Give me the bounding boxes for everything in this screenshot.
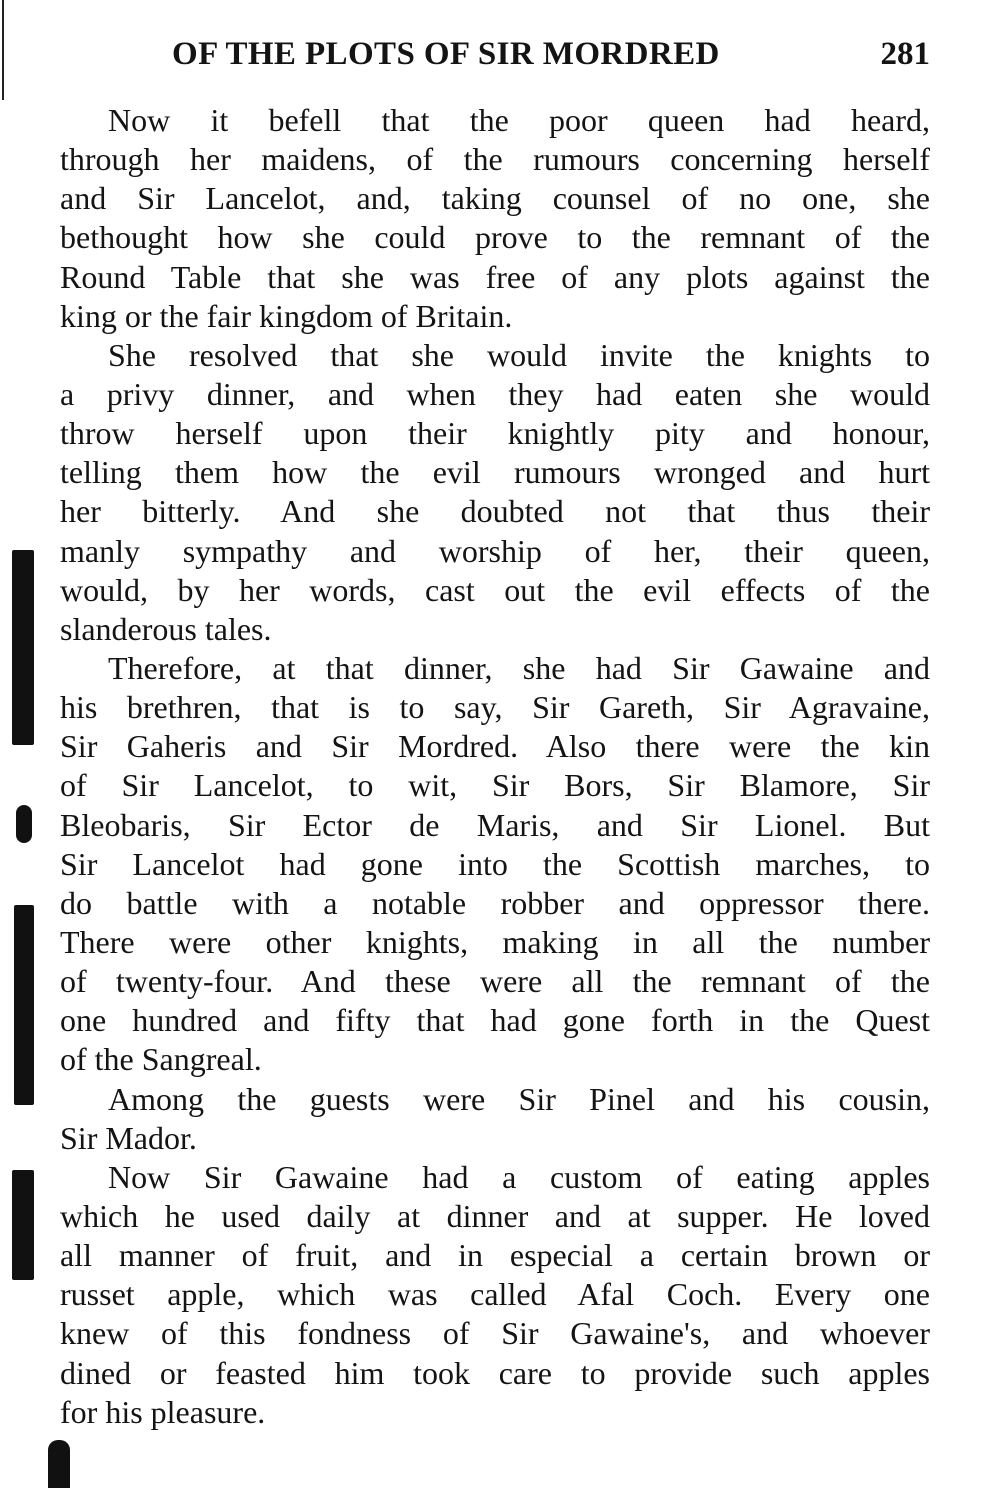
page-number: 281	[880, 36, 930, 72]
paragraph	[60, 649, 930, 1080]
chapter-title: OF THE PLOTS OF SIR MORDRED	[172, 36, 720, 72]
scan-artifact-mark	[12, 1170, 34, 1280]
page-edge-line	[2, 0, 4, 100]
text-line: through her maidens, of the rumours concerning herself	[60, 141, 930, 178]
text-line: manly sympathy and worship of her, their queen,	[60, 532, 930, 569]
text-line: for his pleasure.	[60, 1393, 266, 1430]
text-line: Now Sir Gawaine had a custom of eating apples	[108, 1158, 930, 1195]
text-line: king or the fair kingdom of Britain.	[60, 297, 513, 334]
text-line: Therefore, at that dinner, she had Sir Gawaine and	[108, 649, 930, 686]
text-line: throw herself upon their knightly pity and honour,	[60, 415, 930, 452]
scan-artifact-mark	[16, 805, 32, 843]
text-line: She resolved that she would invite the knights to	[108, 336, 930, 373]
text-line: one hundred and fifty that had gone forth in the Quest	[60, 1002, 930, 1039]
paragraph	[60, 336, 930, 649]
text-line: Now it befell that the poor queen had heard,	[108, 102, 930, 138]
running-header	[60, 36, 930, 86]
text-line: knew of this fondness of Sir Gawaine's, and whoever	[60, 1315, 930, 1352]
text-line: Sir Lancelot had gone into the Scottish marches, to	[60, 845, 930, 882]
scan-artifact-mark	[48, 1440, 70, 1488]
text-line: Among the guests were Sir Pinel and his cousin,	[108, 1080, 930, 1117]
scan-artifact-mark	[12, 550, 34, 745]
text-line: There were other knights, making in all the number	[60, 923, 930, 960]
text-line: do battle with a notable robber and oppressor there.	[60, 884, 930, 921]
text-line: russet apple, which was called Afal Coch. Every one	[60, 1276, 930, 1313]
body-text	[60, 101, 930, 1432]
text-line: Round Table that she was free of any plots against the	[60, 258, 930, 295]
text-line: which he used daily at dinner and at supper. He loved	[60, 1197, 930, 1234]
scan-artifact-mark	[14, 905, 34, 1105]
text-line: his brethren, that is to say, Sir Gareth, Sir Agravaine,	[60, 689, 930, 726]
paragraph	[60, 101, 930, 336]
text-line: all manner of fruit, and in especial a certain brown or	[60, 1237, 930, 1274]
paragraph	[60, 1080, 930, 1158]
text-line: her bitterly. And she doubted not that thus their	[60, 493, 930, 530]
text-line: Bleobaris, Sir Ector de Maris, and Sir Lionel. But	[60, 806, 930, 843]
text-line: bethought how she could prove to the remnant of the	[60, 219, 930, 256]
text-line: telling them how the evil rumours wronged and hurt	[60, 454, 930, 491]
text-line: slanderous tales.	[60, 610, 272, 647]
text-line: a privy dinner, and when they had eaten she would	[60, 375, 930, 412]
text-line: Sir Gaheris and Sir Mordred. Also there were the kin	[60, 728, 930, 765]
text-line: of Sir Lancelot, to wit, Sir Bors, Sir Blamore, Sir	[60, 767, 930, 804]
text-line: dined or feasted him took care to provide such apples	[60, 1354, 930, 1391]
text-line: of the Sangreal.	[60, 1041, 262, 1078]
text-line: of twenty-four. And these were all the remnant of the	[60, 963, 930, 1000]
paragraph	[60, 1158, 930, 1432]
text-line: would, by her words, cast out the evil effects of the	[60, 571, 930, 608]
text-line: and Sir Lancelot, and, taking counsel of no one, she	[60, 180, 930, 217]
text-line: Sir Mador.	[60, 1119, 197, 1156]
